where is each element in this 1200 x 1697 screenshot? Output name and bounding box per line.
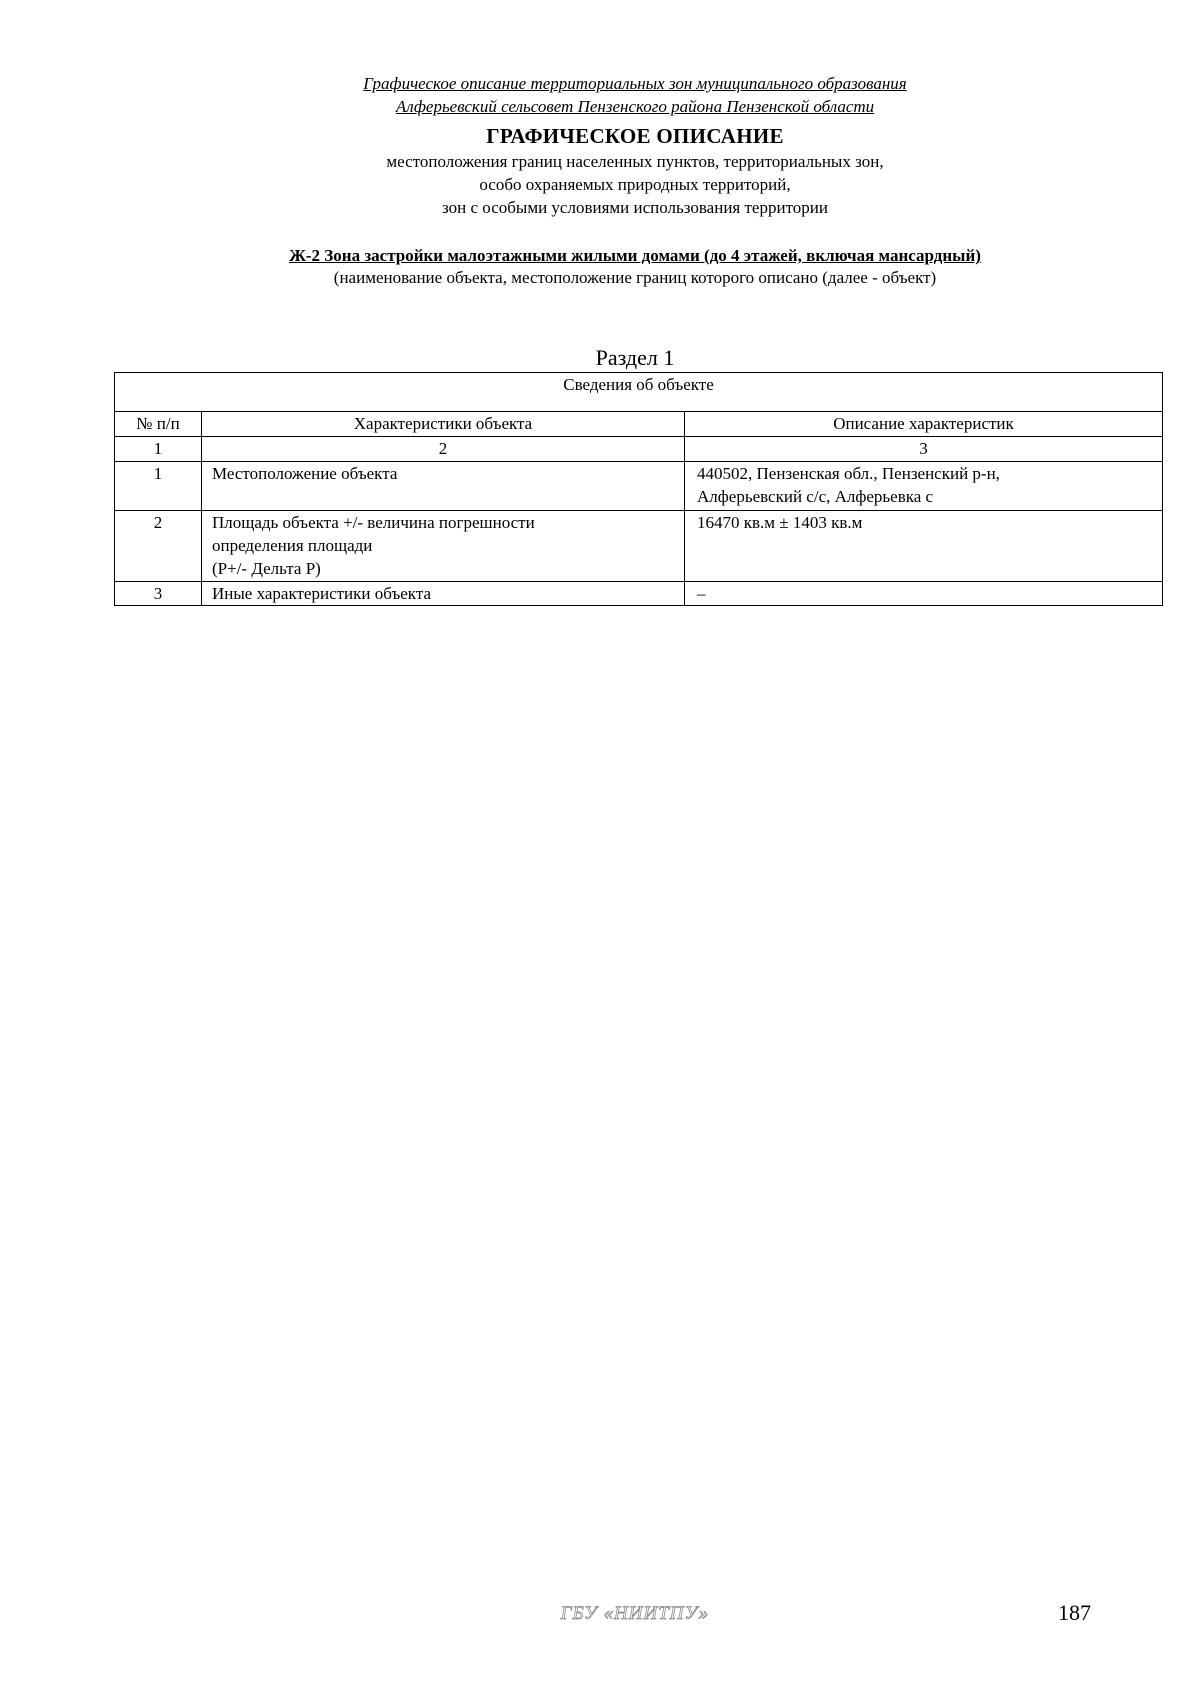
description-text: 16470 кв.м ± 1403 кв.м (697, 513, 863, 532)
object-info-table (114, 372, 1163, 606)
column-number-3: 3 (685, 437, 1163, 462)
characteristic-text: Площадь объекта +/- величина погрешности (212, 513, 535, 532)
column-numbers-row (115, 437, 1163, 462)
page-number: 187 (1058, 1600, 1091, 1625)
header-line-1: Графическое описание территориальных зон муниципального образования (363, 74, 907, 93)
description-text: Алферьевский с/с, Алферьевка с (697, 487, 934, 506)
document-subtitle (0, 150, 1200, 219)
object-caption: (наименование объекта, местоположение границ которого описано (далее - объект) (333, 268, 937, 287)
subtitle-line-2: особо охраняемых природных территорий, (479, 175, 791, 194)
description-text: 440502, Пензенская обл., Пензенский р-н, (697, 464, 1000, 483)
table-row (115, 511, 1163, 582)
characteristic-text: Иные характеристики объекта (212, 584, 432, 603)
subtitle-line-3: зон с особыми условиями использования территории (442, 198, 828, 217)
table-row (115, 582, 1163, 606)
row-characteristic (202, 462, 685, 511)
object-name: Ж-2 Зона застройки малоэтажными жилыми домами (до 4 этажей, включая мансардный) (289, 246, 981, 265)
row-number: 2 (115, 511, 202, 582)
header-line-2: Алферьевский сельсовет Пензенского района Пензенской области (395, 97, 875, 116)
row-number: 1 (115, 462, 202, 511)
table-header-row (115, 412, 1163, 437)
row-description (685, 462, 1163, 511)
header-characteristic: Характеристики объекта (202, 412, 685, 437)
section-title: Раздел 1 (595, 345, 675, 370)
row-characteristic (202, 582, 685, 606)
column-number-2: 2 (202, 437, 685, 462)
row-description (685, 511, 1163, 582)
row-description (685, 582, 1163, 606)
characteristic-text: (Р+/- Дельта Р) (212, 559, 321, 578)
row-characteristic (202, 511, 685, 582)
table-row (115, 462, 1163, 511)
document-title: ГРАФИЧЕСКОЕ ОПИСАНИЕ (486, 124, 784, 148)
characteristic-text: определения площади (212, 536, 373, 555)
subtitle-line-1: местоположения границ населенных пунктов, территориальных зон, (386, 152, 884, 171)
table-caption-row (115, 373, 1163, 412)
row-number: 3 (115, 582, 202, 606)
description-text: – (697, 584, 706, 603)
header-description: Описание характеристик (685, 412, 1163, 437)
header-number: № п/п (115, 412, 202, 437)
footer-organization: ГБУ «НИИТПУ» (560, 1603, 710, 1624)
characteristic-text: Местоположение объекта (212, 464, 398, 483)
table-caption: Сведения об объекте (115, 373, 1163, 412)
column-number-1: 1 (115, 437, 202, 462)
document-header (0, 72, 1200, 118)
